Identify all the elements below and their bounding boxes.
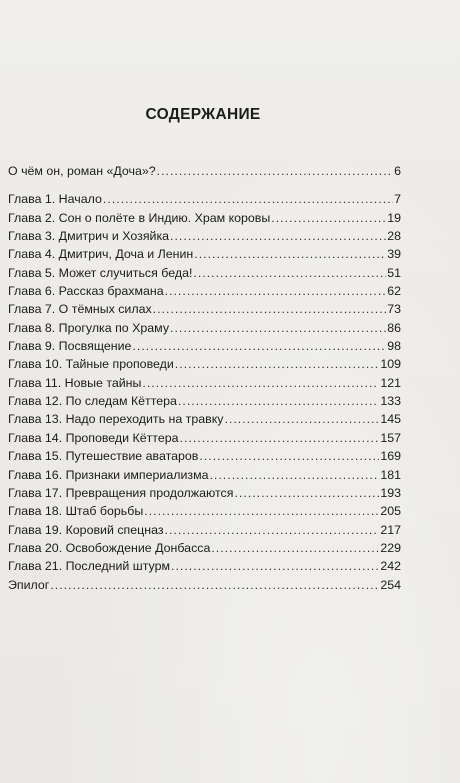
toc-entry-chapter-16[interactable] bbox=[8, 466, 401, 484]
toc-entry-page: 98 bbox=[387, 339, 401, 354]
toc-entry-label: Глава 5. Может случиться беда! bbox=[8, 265, 193, 280]
toc-entry-chapter-9[interactable] bbox=[8, 337, 401, 355]
toc-entry-page: 181 bbox=[380, 467, 401, 482]
toc-entry-chapter-2[interactable] bbox=[8, 209, 401, 227]
toc-entry-page: 169 bbox=[380, 449, 401, 464]
toc-entry-page: 86 bbox=[387, 320, 401, 335]
toc-entry-chapter-12[interactable] bbox=[8, 392, 401, 410]
dot-leader bbox=[50, 576, 379, 594]
toc-entry-label: Глава 10. Тайные проповеди bbox=[8, 357, 174, 372]
toc-entry-label: Глава 8. Прогулка по Храму bbox=[8, 320, 170, 335]
toc-entry-page: 39 bbox=[387, 247, 401, 262]
toc-entry-label: Глава 21. Последний штурм bbox=[8, 559, 170, 574]
toc-entry-label: Глава 6. Рассказ брахмана bbox=[8, 284, 164, 299]
dot-leader bbox=[144, 502, 379, 520]
dot-leader bbox=[175, 355, 380, 373]
toc-entry-page: 109 bbox=[380, 357, 401, 372]
toc-entry-page: 7 bbox=[394, 192, 401, 207]
toc-entry-page: 254 bbox=[380, 577, 401, 592]
toc-entry-chapter-13[interactable] bbox=[8, 410, 401, 428]
dot-leader bbox=[165, 521, 380, 539]
toc-entry-chapter-6[interactable] bbox=[8, 282, 401, 300]
toc-entry-page: 28 bbox=[387, 229, 401, 244]
toc-entry-chapter-18[interactable] bbox=[8, 502, 401, 520]
toc-entry-label: Глава 19. Коровий спецназ bbox=[8, 522, 164, 537]
table-of-contents bbox=[8, 162, 401, 594]
toc-entry-page: 193 bbox=[380, 485, 401, 500]
dot-leader bbox=[224, 410, 379, 428]
toc-entry-page: 217 bbox=[380, 522, 401, 537]
toc-entry-page: 73 bbox=[387, 302, 401, 317]
toc-entry-label: Глава 18. Штаб борьбы bbox=[8, 504, 144, 519]
dot-leader bbox=[211, 539, 379, 557]
toc-entry-label: Глава 12. По следам Кёттера bbox=[8, 394, 177, 409]
toc-entry-label: Глава 17. Превращения продолжаются bbox=[8, 485, 234, 500]
toc-entry-page: 62 bbox=[387, 284, 401, 299]
toc-entry-chapter-20[interactable] bbox=[8, 539, 401, 557]
dot-leader bbox=[234, 484, 379, 502]
dot-leader bbox=[194, 245, 386, 263]
toc-entry-chapter-4[interactable] bbox=[8, 245, 401, 263]
toc-entry-epilogue[interactable] bbox=[8, 576, 401, 594]
toc-entry-chapter-14[interactable] bbox=[8, 429, 401, 447]
toc-entry-label: Глава 14. Проповеди Кёттера bbox=[8, 430, 179, 445]
dot-leader bbox=[132, 337, 386, 355]
dot-leader bbox=[193, 264, 386, 282]
toc-entry-chapter-8[interactable] bbox=[8, 319, 401, 337]
toc-entry-intro[interactable] bbox=[8, 162, 401, 180]
toc-entry-chapter-3[interactable] bbox=[8, 227, 401, 245]
dot-leader bbox=[142, 374, 379, 392]
toc-entry-chapter-17[interactable] bbox=[8, 484, 401, 502]
toc-entry-label: Глава 9. Посвящение bbox=[8, 339, 132, 354]
toc-entry-chapter-10[interactable] bbox=[8, 355, 401, 373]
toc-entry-label: Глава 15. Путешествие аватаров bbox=[8, 449, 199, 464]
toc-entry-page: 145 bbox=[380, 412, 401, 427]
dot-leader bbox=[153, 300, 387, 318]
dot-leader bbox=[180, 429, 380, 447]
dot-leader bbox=[178, 392, 379, 410]
toc-entry-page: 51 bbox=[387, 265, 401, 280]
toc-entry-page: 133 bbox=[380, 394, 401, 409]
toc-entry-label: Глава 4. Дмитрич, Доча и Ленин bbox=[8, 247, 194, 262]
toc-entry-chapter-21[interactable] bbox=[8, 557, 401, 575]
bleed-through-watermark bbox=[85, 40, 305, 140]
toc-entry-chapter-11[interactable] bbox=[8, 374, 401, 392]
dot-leader bbox=[271, 209, 386, 227]
toc-entry-page: 6 bbox=[394, 164, 401, 178]
toc-entry-label: Глава 3. Дмитрич и Хозяйка bbox=[8, 229, 170, 244]
toc-entry-label: Глава 2. Сон о полёте в Индию. Храм коровы bbox=[8, 210, 271, 225]
toc-entry-chapter-7[interactable] bbox=[8, 300, 401, 318]
toc-entry-chapter-5[interactable] bbox=[8, 264, 401, 282]
dot-leader bbox=[171, 557, 379, 575]
dot-leader bbox=[165, 282, 387, 300]
toc-entry-label: Глава 7. О тёмных силах bbox=[8, 302, 152, 317]
bleed-through-signature bbox=[170, 670, 430, 740]
toc-entry-page: 229 bbox=[380, 540, 401, 555]
toc-entry-label: О чём он, роман «Доча»? bbox=[8, 164, 156, 178]
toc-entry-page: 157 bbox=[380, 430, 401, 445]
toc-entry-label: Глава 1. Начало bbox=[8, 192, 102, 207]
dot-leader bbox=[157, 162, 393, 180]
dot-leader bbox=[170, 319, 386, 337]
page-title: СОДЕРЖАНИЕ bbox=[145, 106, 261, 123]
toc-entry-chapter-15[interactable] bbox=[8, 447, 401, 465]
toc-entry-label: Глава 20. Освобождение Донбасса bbox=[8, 540, 211, 555]
toc-entry-label: Глава 13. Надо переходить на травку bbox=[8, 412, 224, 427]
toc-entry-page: 205 bbox=[380, 504, 401, 519]
toc-entry-chapter-19[interactable] bbox=[8, 521, 401, 539]
dot-leader bbox=[209, 466, 379, 484]
toc-entry-chapter-1[interactable] bbox=[8, 190, 401, 208]
toc-entry-page: 19 bbox=[387, 210, 401, 225]
dot-leader bbox=[170, 227, 386, 245]
toc-entry-label: Глава 16. Признаки империализма bbox=[8, 467, 209, 482]
toc-entry-page: 121 bbox=[380, 375, 401, 390]
toc-entry-label: Глава 11. Новые тайны bbox=[8, 375, 142, 390]
dot-leader bbox=[103, 190, 393, 208]
dot-leader bbox=[199, 447, 379, 465]
toc-entry-page: 242 bbox=[380, 559, 401, 574]
toc-entry-label: Эпилог bbox=[8, 577, 50, 592]
